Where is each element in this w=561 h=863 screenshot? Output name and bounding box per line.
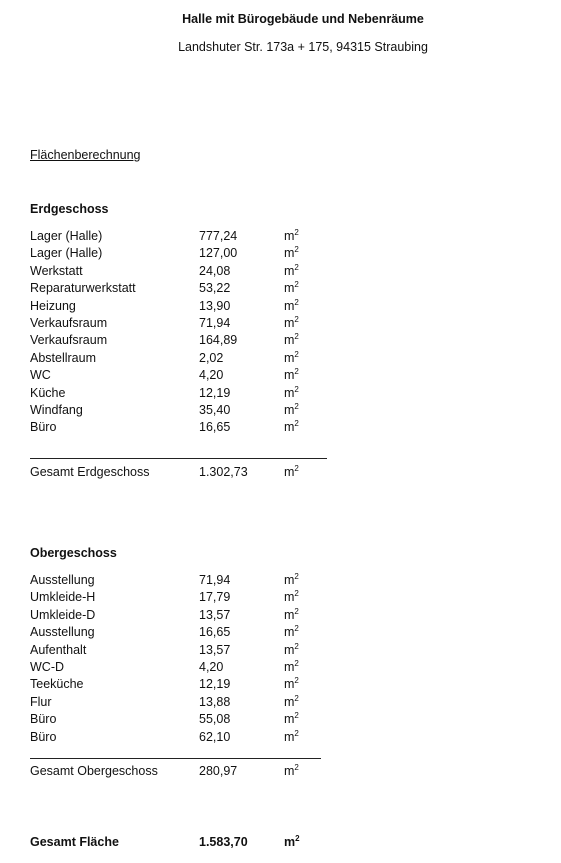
erdgeschoss-total-label: Gesamt Erdgeschoss <box>30 465 150 479</box>
room-name: Reparaturwerkstatt <box>30 281 136 296</box>
grand-total-value: 1.583,70 <box>199 835 248 849</box>
room-name: Lager (Halle) <box>30 229 103 243</box>
obergeschoss-heading: Obergeschoss <box>30 546 117 560</box>
unit-label: $m^2$ <box>284 572 299 587</box>
unit-label: $m^2$ <box>284 763 299 778</box>
unit-label: $m^2$ <box>284 245 299 261</box>
unit-label: $m^2$ <box>284 367 299 383</box>
unit-label: $m^2$ <box>284 228 299 243</box>
room-name: Lager (Halle) <box>30 246 103 261</box>
room-name: Ausstellung <box>30 625 95 640</box>
table-row <box>30 419 330 436</box>
room-name: WC-D <box>30 659 65 674</box>
room-area: 24,08 <box>199 263 231 278</box>
room-name: Heizung <box>30 298 76 313</box>
obergeschoss-total <box>30 763 330 780</box>
table-row <box>30 642 330 659</box>
room-area: 164,89 <box>199 333 238 348</box>
room-area: 12,19 <box>199 677 231 692</box>
unit-label: $m^2$ <box>284 262 299 278</box>
room-area: 127,00 <box>199 246 238 261</box>
room-area: 13,57 <box>199 607 231 622</box>
unit-label: $m^2$ <box>284 349 299 365</box>
room-name: Windfang <box>30 402 83 417</box>
section-label: Flächenberechnung <box>30 148 141 162</box>
unit-label: $m^2$ <box>284 834 300 849</box>
erdgeschoss-total-value: 1.302,73 <box>199 465 248 479</box>
table-row <box>30 624 330 641</box>
room-area: 16,65 <box>199 625 231 640</box>
room-name: Werkstatt <box>30 263 83 278</box>
room-area: 62,10 <box>199 729 231 744</box>
room-name: Flur <box>30 694 52 709</box>
erdgeschoss-total <box>30 464 330 481</box>
room-area: 17,79 <box>199 590 231 605</box>
table-row <box>30 607 330 624</box>
table-row <box>30 572 330 589</box>
room-area: 13,90 <box>199 298 231 313</box>
room-area: 4,20 <box>199 659 224 674</box>
room-area: 55,08 <box>199 712 231 727</box>
table-row <box>30 315 330 332</box>
unit-label: $m^2$ <box>284 419 299 435</box>
room-name: Küche <box>30 385 66 400</box>
erdgeschoss-table <box>30 228 330 437</box>
table-row <box>30 402 330 419</box>
room-area: 12,19 <box>199 385 231 400</box>
room-name: Büro <box>30 712 57 727</box>
unit-label: $m^2$ <box>284 711 299 727</box>
unit-label: $m^2$ <box>284 693 299 709</box>
unit-label: $m^2$ <box>284 606 299 622</box>
room-name: Verkaufsraum <box>30 315 108 330</box>
room-name: Ausstellung <box>30 573 95 587</box>
table-row <box>30 694 330 711</box>
table-row <box>30 659 330 676</box>
room-name: Teeküche <box>30 677 84 692</box>
room-area: 71,94 <box>199 573 231 587</box>
table-row <box>30 228 330 245</box>
obergeschoss-table <box>30 572 330 746</box>
room-name: Abstellraum <box>30 350 96 365</box>
room-area: 13,57 <box>199 642 231 657</box>
unit-label: $m^2$ <box>284 401 299 417</box>
unit-label: $m^2$ <box>284 676 299 692</box>
erdgeschoss-heading: Erdgeschoss <box>30 202 109 216</box>
table-row <box>30 332 330 349</box>
room-area: 777,24 <box>199 229 238 243</box>
room-area: 4,20 <box>199 368 224 383</box>
room-name: Büro <box>30 420 57 435</box>
unit-label: $m^2$ <box>284 332 299 348</box>
grand-total <box>30 834 330 851</box>
unit-label: $m^2$ <box>284 589 299 605</box>
table-row <box>30 280 330 297</box>
table-row <box>30 367 330 384</box>
unit-label: $m^2$ <box>284 464 299 479</box>
room-area: 35,40 <box>199 402 231 417</box>
table-row <box>30 385 330 402</box>
room-name: Umkleide-D <box>30 607 96 622</box>
table-row <box>30 711 330 728</box>
obergeschoss-total-value: 280,97 <box>199 764 238 778</box>
unit-label: $m^2$ <box>284 297 299 313</box>
unit-label: $m^2$ <box>284 658 299 674</box>
room-name: Aufenthalt <box>30 642 87 657</box>
room-area: 53,22 <box>199 281 231 296</box>
unit-label: $m^2$ <box>284 280 299 296</box>
unit-label: $m^2$ <box>284 624 299 640</box>
room-area: 16,65 <box>199 420 231 435</box>
grand-total-label: Gesamt Fläche <box>30 835 119 849</box>
room-name: Büro <box>30 729 57 744</box>
unit-label: $m^2$ <box>284 314 299 330</box>
room-name: WC <box>30 368 51 383</box>
document-title: Halle mit Bürogebäude und Nebenräume <box>182 12 424 26</box>
obergeschoss-total-label: Gesamt Obergeschoss <box>30 764 158 778</box>
table-row <box>30 589 330 606</box>
room-area: 13,88 <box>199 694 231 709</box>
room-area: 2,02 <box>199 350 224 365</box>
unit-label: $m^2$ <box>284 728 299 744</box>
document-address: Landshuter Str. 173a + 175, 94315 Straubing <box>178 40 428 54</box>
table-row <box>30 729 330 746</box>
table-row <box>30 245 330 262</box>
table-row <box>30 263 330 280</box>
obergeschoss-rule <box>30 758 321 759</box>
table-row <box>30 676 330 693</box>
erdgeschoss-rule <box>30 458 327 459</box>
table-row <box>30 298 330 315</box>
room-area: 71,94 <box>199 315 231 330</box>
room-name: Umkleide-H <box>30 590 96 605</box>
unit-label: $m^2$ <box>284 641 299 657</box>
table-row <box>30 350 330 367</box>
unit-label: $m^2$ <box>284 384 299 400</box>
room-name: Verkaufsraum <box>30 333 108 348</box>
